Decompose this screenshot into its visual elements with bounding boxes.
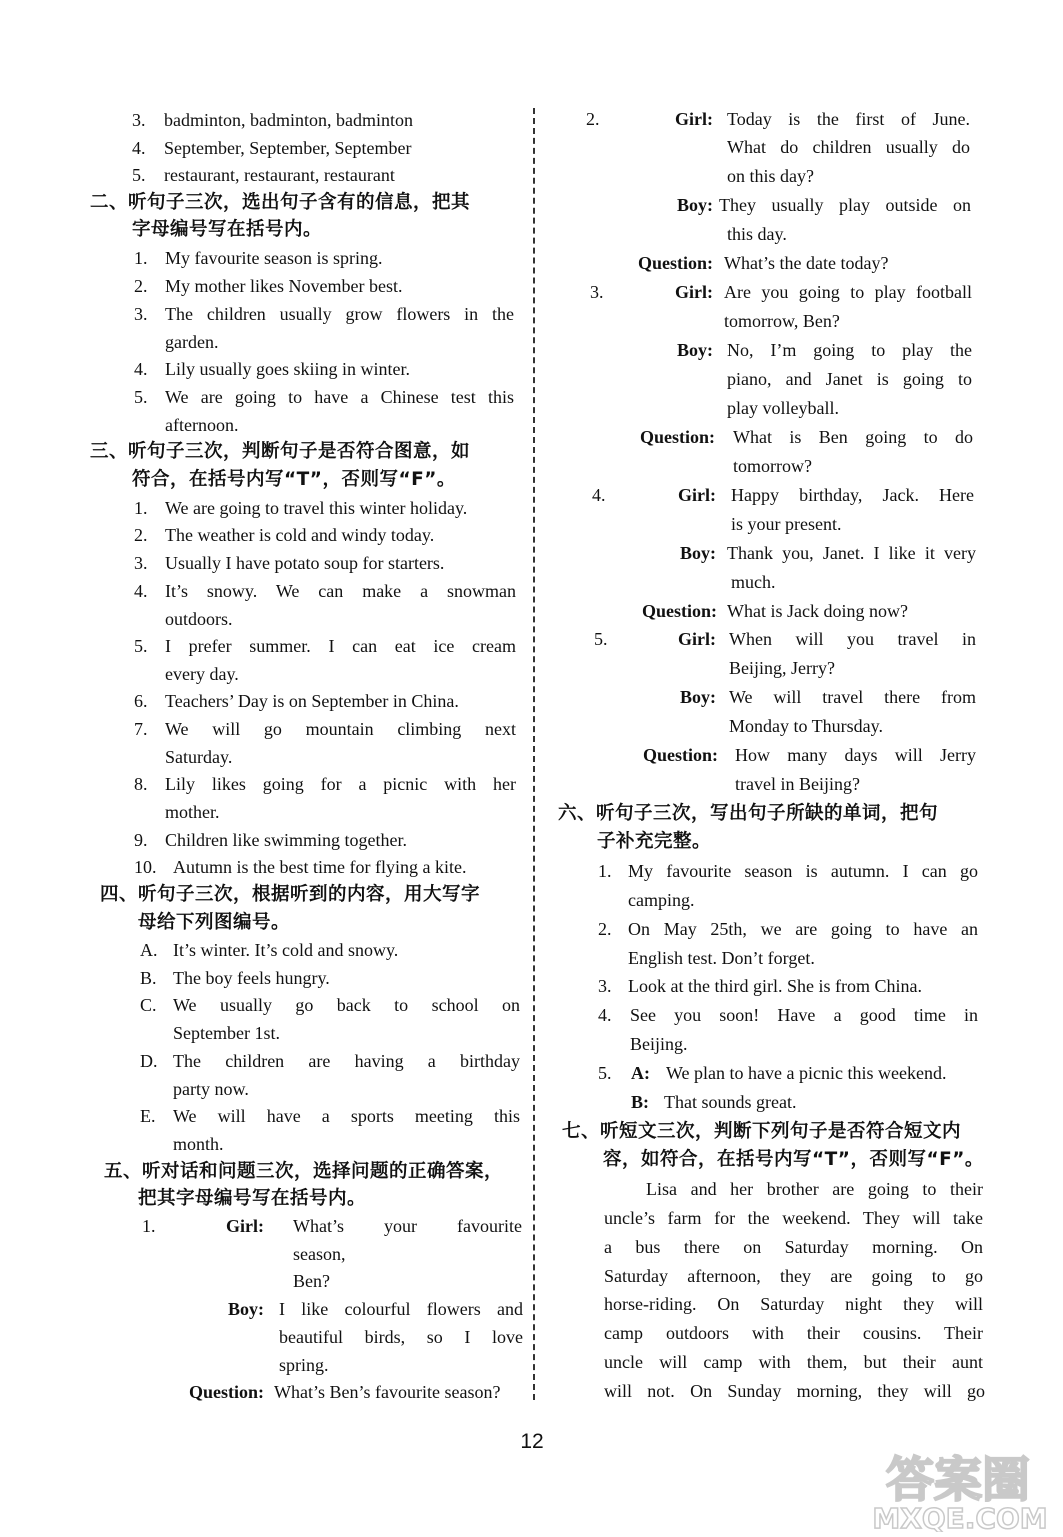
watermark-bottom-text: MXQE.COM <box>872 1502 1048 1532</box>
item-text: restaurant, restaurant, restaurant <box>164 165 395 185</box>
item-text: We are going to travel this winter holiday. <box>165 498 468 518</box>
question-text: What’s Ben’s favourite season? <box>274 1382 501 1402</box>
passage-line: a bus there on Saturday morning. On <box>604 1237 983 1257</box>
item-number: 3. <box>598 976 612 996</box>
item-number: 5. <box>134 387 148 407</box>
section-heading: 符合，在括号内写“T”，否则写“F”。 <box>132 469 456 490</box>
item-letter: A. <box>140 940 158 960</box>
item-text: It’s snowy. We can make a snowman <box>165 581 516 601</box>
item-text: The children are having a birthday <box>173 1051 520 1071</box>
item-text: The weather is cold and windy today. <box>165 525 435 545</box>
item-text: We plan to have a picnic this weekend. <box>666 1063 947 1083</box>
item-number: 4. <box>132 138 146 158</box>
item-text: Look at the third girl. She is from China. <box>628 976 922 996</box>
item-text: We are going to have a Chinese test this <box>165 387 514 407</box>
dialogue-line: They usually play outside on <box>719 195 971 215</box>
question-text: travel in Beijing? <box>735 774 860 794</box>
item-text-continued: September 1st. <box>173 1023 280 1043</box>
question-label: Question: <box>641 601 717 621</box>
item-number: 3. <box>134 553 148 573</box>
item-text-continued: month. <box>173 1134 224 1154</box>
section-heading: 把其字母编号写在括号内。 <box>138 1188 367 1209</box>
section-heading: 母给下列图编号。 <box>138 912 291 933</box>
section-heading: 四、听句子三次，根据听到的内容，用大写字 <box>100 884 481 905</box>
watermark-top-text: 答案圈 <box>885 1452 1031 1508</box>
item-number: 3. <box>134 304 148 324</box>
speaker-label-girl: Girl: <box>678 629 716 649</box>
dialogue-line: What do children usually do <box>727 137 970 157</box>
item-text-continued: camping. <box>628 890 695 910</box>
item-number: 5. <box>598 1063 612 1083</box>
item-number: 10. <box>134 857 157 877</box>
section-heading: 子补充完整。 <box>597 831 712 852</box>
column-divider <box>533 108 535 1400</box>
item-text: My favourite season is autumn. I can go <box>628 861 978 881</box>
speaker-label-girl: Girl: <box>678 485 716 505</box>
dialogue-line: tomorrow, Ben? <box>724 311 840 331</box>
watermark-logo <box>860 1450 1056 1532</box>
passage-line: uncle’s farm for the weekend. They will take <box>604 1208 983 1228</box>
passage-line: uncle will camp with them, but their aunt <box>604 1352 983 1372</box>
speaker-label-girl: Girl: <box>226 1216 264 1236</box>
item-number: 5. <box>134 636 148 656</box>
section-heading: 七、听短文三次，判断下列句子是否符合短文内 <box>562 1121 962 1142</box>
item-text: On May 25th, we are going to have an <box>628 919 978 939</box>
item-number: 8. <box>134 774 148 794</box>
speaker-label-boy: Boy: <box>680 687 716 707</box>
section-heading: 容，如符合，在括号内写“T”，否则写“F”。 <box>603 1149 984 1170</box>
speaker-label-boy: Boy: <box>228 1299 264 1319</box>
page-number: 12 <box>520 1430 544 1453</box>
item-text-continued: Beijing. <box>630 1034 688 1054</box>
item-text: Autumn is the best time for flying a kite. <box>173 857 467 877</box>
item-number: 5. <box>132 165 146 185</box>
dialogue-line: much. <box>731 572 776 592</box>
item-text: We will go mountain climbing next <box>165 719 516 739</box>
item-text-continued: Saturday. <box>165 747 233 767</box>
item-text-continued: garden. <box>165 332 219 352</box>
item-text: September, September, September <box>164 138 412 158</box>
question-label: Question: <box>639 427 715 447</box>
item-number: 6. <box>134 691 148 711</box>
item-text: The boy feels hungry. <box>173 968 330 988</box>
dialogue-line: I like colourful flowers and <box>279 1299 523 1319</box>
watermark-logo-icon <box>860 1450 1056 1532</box>
dialogue-line: Today is the first of June. <box>727 109 970 129</box>
item-number: 4. <box>134 359 148 379</box>
dialogue-line: spring. <box>279 1355 329 1375</box>
item-text-continued: party now. <box>173 1079 249 1099</box>
dialogue-line: When will you travel in <box>729 629 976 649</box>
item-text: Lily usually goes skiing in winter. <box>165 359 410 379</box>
dialogue-line: We will travel there from <box>729 687 976 707</box>
dialogue-line: piano, and Janet is going to <box>727 369 972 389</box>
passage-line: Lisa and her brother are going to their <box>646 1179 983 1199</box>
dialogue-line: Ben? <box>293 1271 330 1291</box>
dialogue-number: 4. <box>592 485 606 505</box>
dialogue-line: this day. <box>727 224 787 244</box>
question-label: Question: <box>188 1382 264 1402</box>
passage-line: camp outdoors with their cousins. Their <box>604 1323 983 1343</box>
item-text-continued: afternoon. <box>165 415 239 435</box>
item-number: 1. <box>134 248 148 268</box>
dialogue-line: Thank you, Janet. I like it very <box>727 543 976 563</box>
question-label: Question: <box>642 745 718 765</box>
dialogue-line: Monday to Thursday. <box>729 716 883 736</box>
speaker-label-girl: Girl: <box>675 109 713 129</box>
item-text: Usually I have potato soup for starters. <box>165 553 445 573</box>
item-letter: E. <box>140 1106 156 1126</box>
dialogue-number: 2. <box>586 109 600 129</box>
item-text: Children like swimming together. <box>165 830 407 850</box>
question-text: tomorrow? <box>733 456 812 476</box>
speaker-label-a: A: <box>631 1063 650 1083</box>
item-text: See you soon! Have a good time in <box>630 1005 978 1025</box>
speaker-label-b: B: <box>631 1092 649 1112</box>
section-heading: 六、听句子三次，写出句子所缺的单词，把句 <box>558 803 939 824</box>
item-text: Teachers’ Day is on September in China. <box>165 691 459 711</box>
item-text: My mother likes November best. <box>165 276 403 296</box>
item-text: We will have a sports meeting this <box>173 1106 520 1126</box>
dialogue-line: on this day? <box>727 166 814 186</box>
dialogue-number: 3. <box>590 282 604 302</box>
item-number: 1. <box>598 861 612 881</box>
dialogue-line: play volleyball. <box>727 398 839 418</box>
item-text-continued: mother. <box>165 802 220 822</box>
dialogue-line: Beijing, Jerry? <box>729 658 835 678</box>
item-number: 4. <box>598 1005 612 1025</box>
item-text-continued: English test. Don’t forget. <box>628 948 815 968</box>
section-heading: 二、听句子三次，选出句子含有的信息，把其 <box>90 192 471 213</box>
section-heading: 三、听句子三次，判断句子是否符合图意，如 <box>90 441 471 462</box>
item-letter: C. <box>140 995 157 1015</box>
question-text: How many days will Jerry <box>735 745 976 765</box>
speaker-label-boy: Boy: <box>680 543 716 563</box>
dialogue-line: is your present. <box>731 514 842 534</box>
dialogue-line: season, <box>293 1244 346 1264</box>
item-text: I prefer summer. I can eat ice cream <box>165 636 516 656</box>
item-number: 1. <box>134 498 148 518</box>
question-label: Question: <box>637 253 713 273</box>
item-text: badminton, badminton, badminton <box>164 110 413 130</box>
dialogue-number: 5. <box>594 629 608 649</box>
item-number: 9. <box>134 830 148 850</box>
item-number: 7. <box>134 719 148 739</box>
item-text: That sounds great. <box>664 1092 797 1112</box>
dialogue-line: What’s your favourite <box>293 1216 522 1236</box>
item-text: The children usually grow flowers in the <box>165 304 514 324</box>
dialogue-number: 1. <box>142 1216 156 1236</box>
item-number: 4. <box>134 581 148 601</box>
item-letter: B. <box>140 968 157 988</box>
passage-line: will not. On Sunday morning, they will go <box>604 1381 985 1401</box>
dialogue-line: No, I’m going to play the <box>727 340 972 360</box>
item-letter: D. <box>140 1051 158 1071</box>
item-text: We usually go back to school on <box>173 995 520 1015</box>
question-text: What is Ben going to do <box>733 427 973 447</box>
question-text: What is Jack doing now? <box>727 601 908 621</box>
dialogue-line: Are you going to play football <box>724 282 972 302</box>
item-number: 2. <box>598 919 612 939</box>
item-text: It’s winter. It’s cold and snowy. <box>173 940 399 960</box>
speaker-label-girl: Girl: <box>675 282 713 302</box>
section-heading: 五、听对话和问题三次，选择问题的正确答案， <box>104 1161 504 1182</box>
item-text-continued: outdoors. <box>165 609 233 629</box>
speaker-label-boy: Boy: <box>677 195 713 215</box>
section-heading: 字母编号写在括号内。 <box>132 219 323 240</box>
item-text: Lily likes going for a picnic with her <box>165 774 516 794</box>
item-text: My favourite season is spring. <box>165 248 383 268</box>
item-text-continued: every day. <box>165 664 239 684</box>
item-number: 3. <box>132 110 146 130</box>
passage-line: horse-riding. On Saturday night they will <box>604 1294 983 1314</box>
item-number: 2. <box>134 525 148 545</box>
question-text: What’s the date today? <box>724 253 889 273</box>
dialogue-line: beautiful birds, so I love <box>279 1327 523 1347</box>
passage-line: Saturday afternoon, they are going to go <box>604 1266 983 1286</box>
item-number: 2. <box>134 276 148 296</box>
dialogue-line: Happy birthday, Jack. Here <box>731 485 974 505</box>
speaker-label-boy: Boy: <box>677 340 713 360</box>
